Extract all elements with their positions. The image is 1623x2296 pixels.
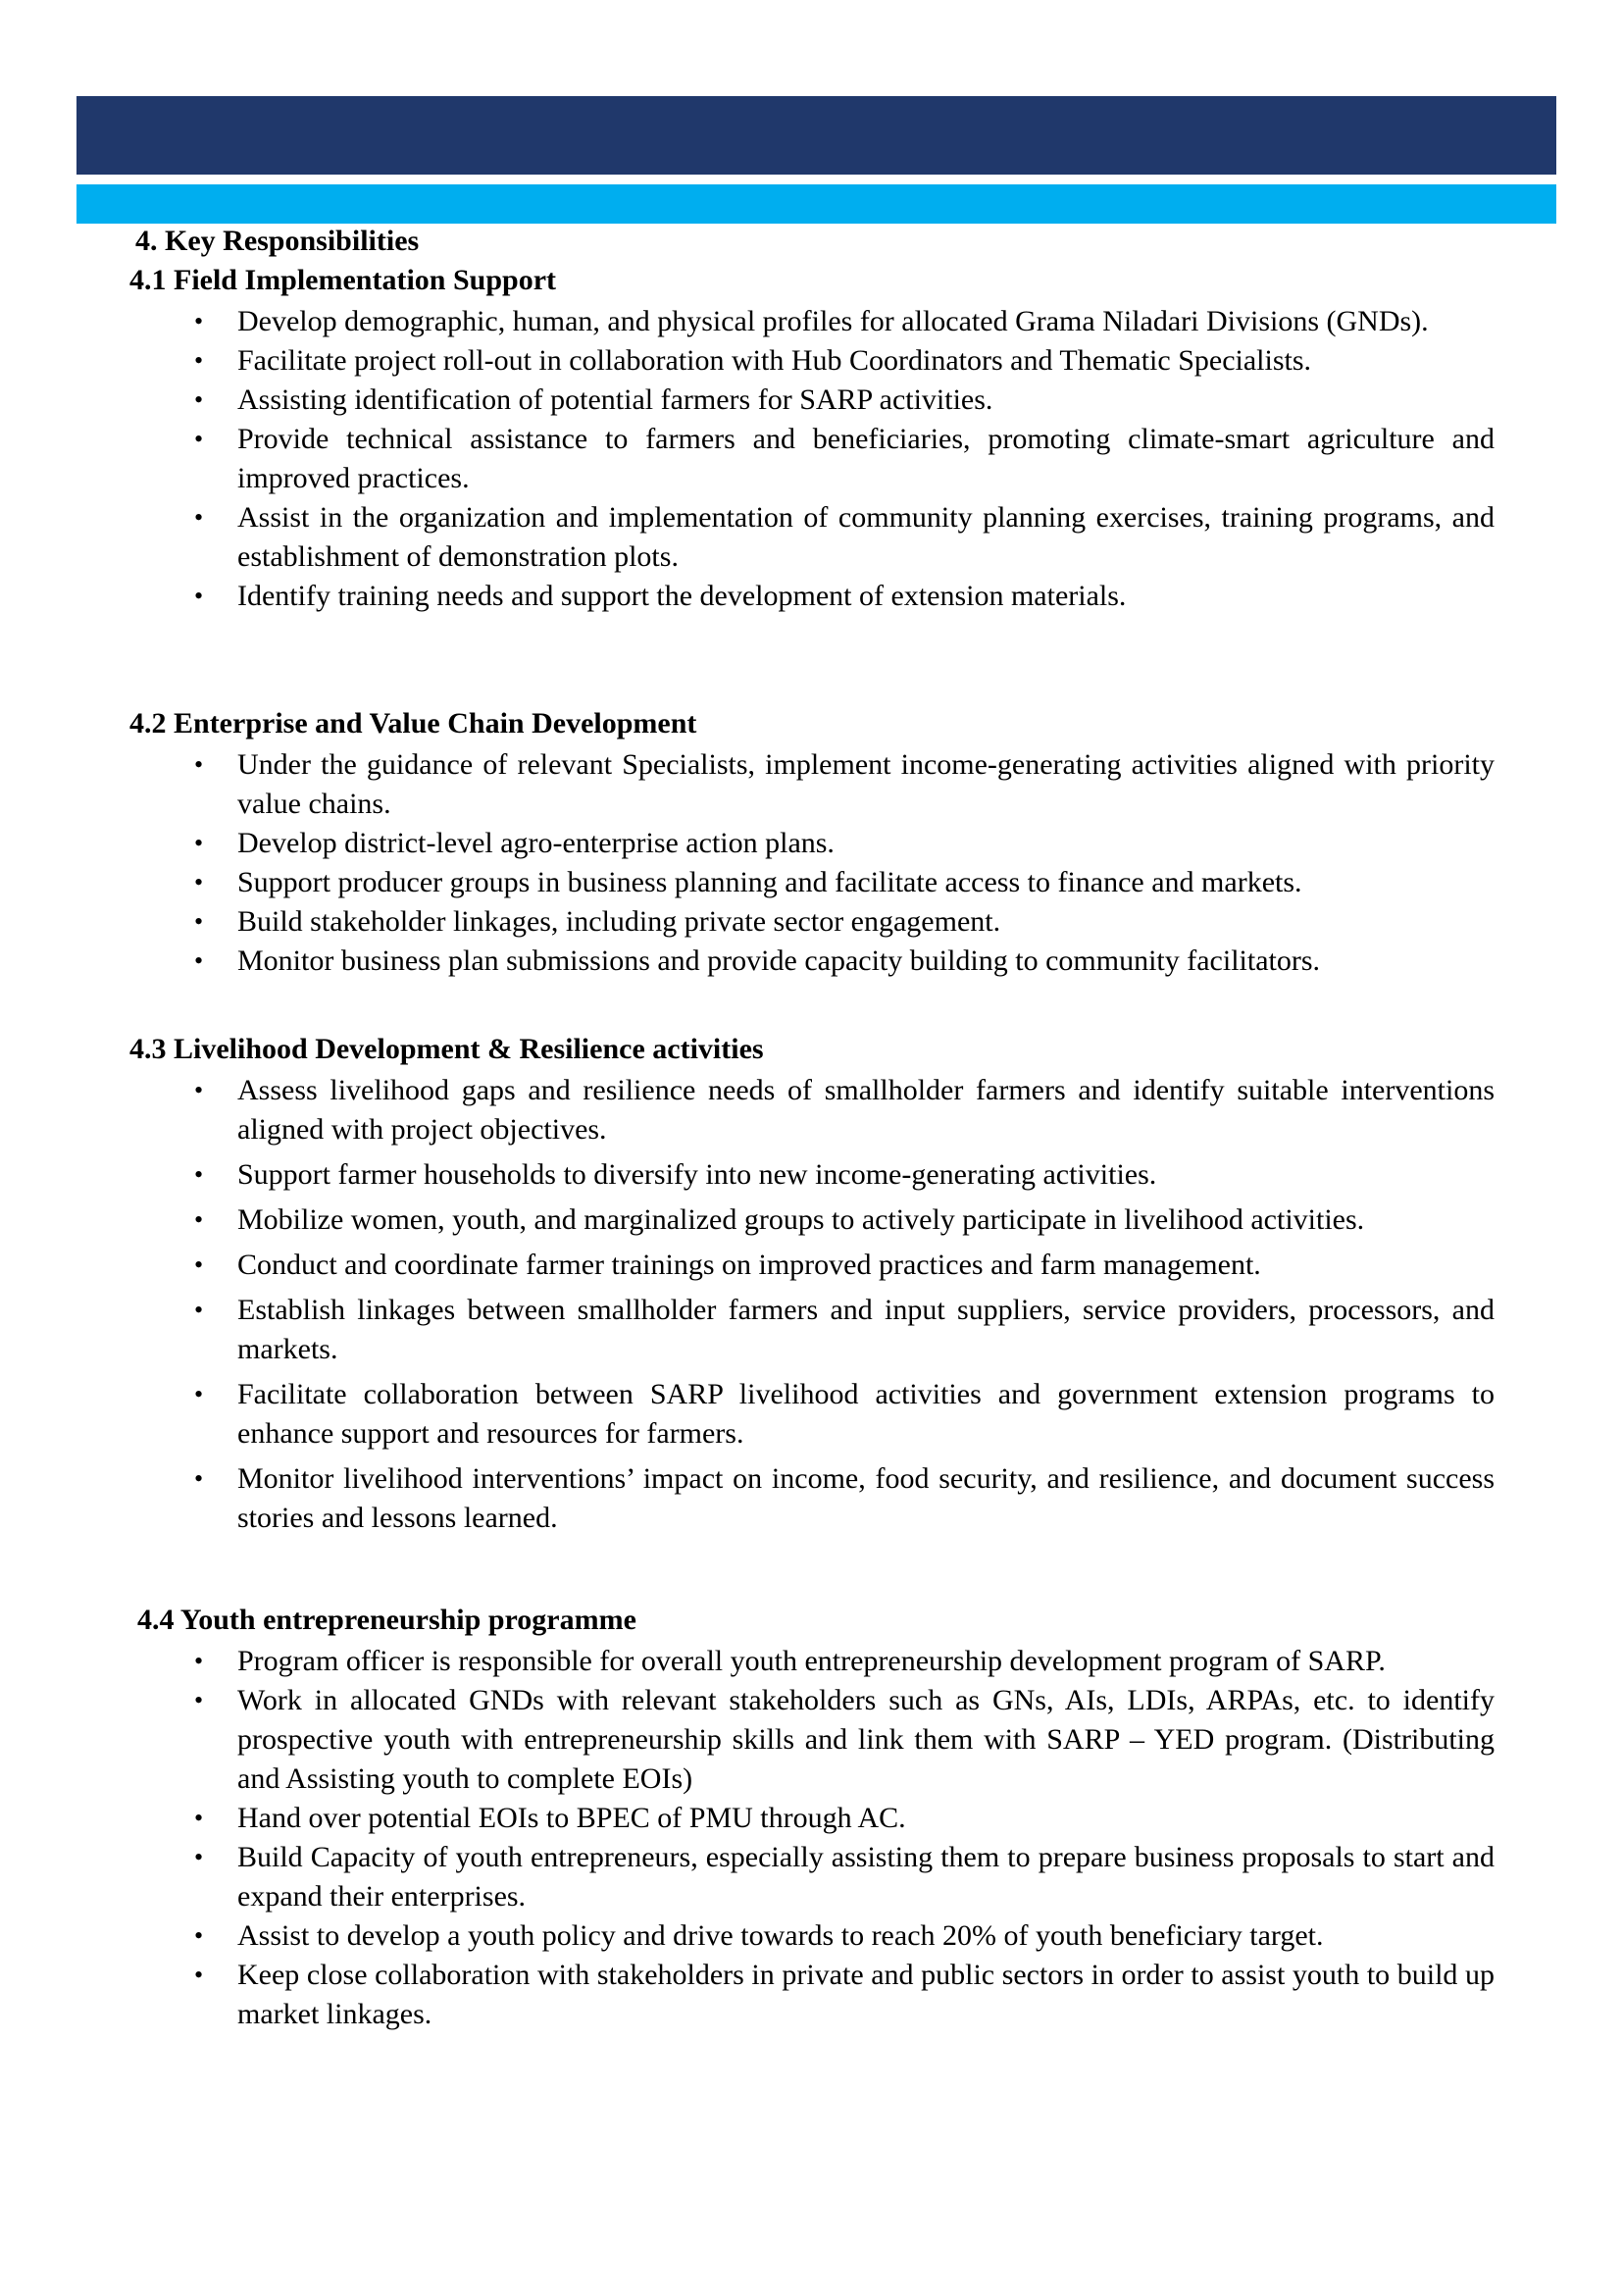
key-responsibilities-heading: 4. Key Responsibilities <box>135 225 420 257</box>
header-band-dark <box>76 96 1556 175</box>
header-band-light <box>76 184 1556 224</box>
section-4-4-heading: 4.4 Youth entrepreneurship programme <box>137 1604 636 1636</box>
list-item: • Build Capacity of youth entrepreneurs, especially assisting them to prepare business proposals to start and expand their enterprises. <box>237 1838 1495 1916</box>
list-item: • Under the guidance of relevant Specialists, implement income-generating activities aligned with priority value chains. <box>237 745 1495 824</box>
list-item: • Hand over potential EOIs to BPEC of PMU through AC. <box>237 1799 1495 1838</box>
list-item: • Mobilize women, youth, and marginalized groups to actively participate in livelihood activities. <box>237 1200 1495 1240</box>
list-item: • Support farmer households to diversify into new income-generating activities. <box>237 1155 1495 1195</box>
list-item: • Monitor business plan submissions and provide capacity building to community facilitators. <box>237 942 1495 981</box>
list-item: • Work in allocated GNDs with relevant stakeholders such as GNs, AIs, LDIs, ARPAs, etc. to identify prospective youth with entrepreneurship skills and link them with SARP – YED program. (Distributing and Assisting youth to complete EOIs) <box>237 1681 1495 1799</box>
section-4-3-list <box>237 1071 1495 1544</box>
list-item: • Conduct and coordinate farmer trainings on improved practices and farm management. <box>237 1246 1495 1285</box>
list-item: • Develop district-level agro-enterprise action plans. <box>237 824 1495 863</box>
list-item: • Assess livelihood gaps and resilience needs of smallholder farmers and identify suitable interventions aligned with project objectives. <box>237 1071 1495 1149</box>
list-item: • Program officer is responsible for overall youth entrepreneurship development program of SARP. <box>237 1642 1495 1681</box>
section-4-2-heading: 4.2 Enterprise and Value Chain Development <box>129 707 697 740</box>
list-item: • Facilitate collaboration between SARP livelihood activities and government extension programs to enhance support and resources for farmers. <box>237 1375 1495 1454</box>
section-4-1-heading: 4.1 Field Implementation Support <box>129 264 557 296</box>
list-item: • Establish linkages between smallholder farmers and input suppliers, service providers, processors, and markets. <box>237 1291 1495 1369</box>
list-item: • Support producer groups in business planning and facilitate access to finance and markets. <box>237 863 1495 902</box>
section-4-4-list <box>237 1642 1495 2034</box>
list-item: • Assist in the organization and implementation of community planning exercises, training programs, and establishment of demonstration plots. <box>237 498 1495 577</box>
list-item: • Identify training needs and support the development of extension materials. <box>237 577 1495 616</box>
list-item: • Provide technical assistance to farmers and beneficiaries, promoting climate-smart agriculture and improved practices. <box>237 420 1495 498</box>
list-item: • Monitor livelihood interventions’ impact on income, food security, and resilience, and document success stories and lessons learned. <box>237 1459 1495 1538</box>
list-item: • Develop demographic, human, and physical profiles for allocated Grama Niladari Divisions (GNDs). <box>237 302 1495 341</box>
list-item: • Assist to develop a youth policy and drive towards to reach 20% of youth beneficiary target. <box>237 1916 1495 1956</box>
list-item: • Build stakeholder linkages, including private sector engagement. <box>237 902 1495 942</box>
section-4-2-list <box>237 745 1495 981</box>
list-item: • Assisting identification of potential farmers for SARP activities. <box>237 381 1495 420</box>
section-4-3-heading: 4.3 Livelihood Development & Resilience activities <box>129 1033 764 1065</box>
list-item: • Facilitate project roll-out in collaboration with Hub Coordinators and Thematic Specialists. <box>237 341 1495 381</box>
section-4-1-list <box>237 302 1495 616</box>
list-item: • Keep close collaboration with stakeholders in private and public sectors in order to assist youth to build up market linkages. <box>237 1956 1495 2034</box>
